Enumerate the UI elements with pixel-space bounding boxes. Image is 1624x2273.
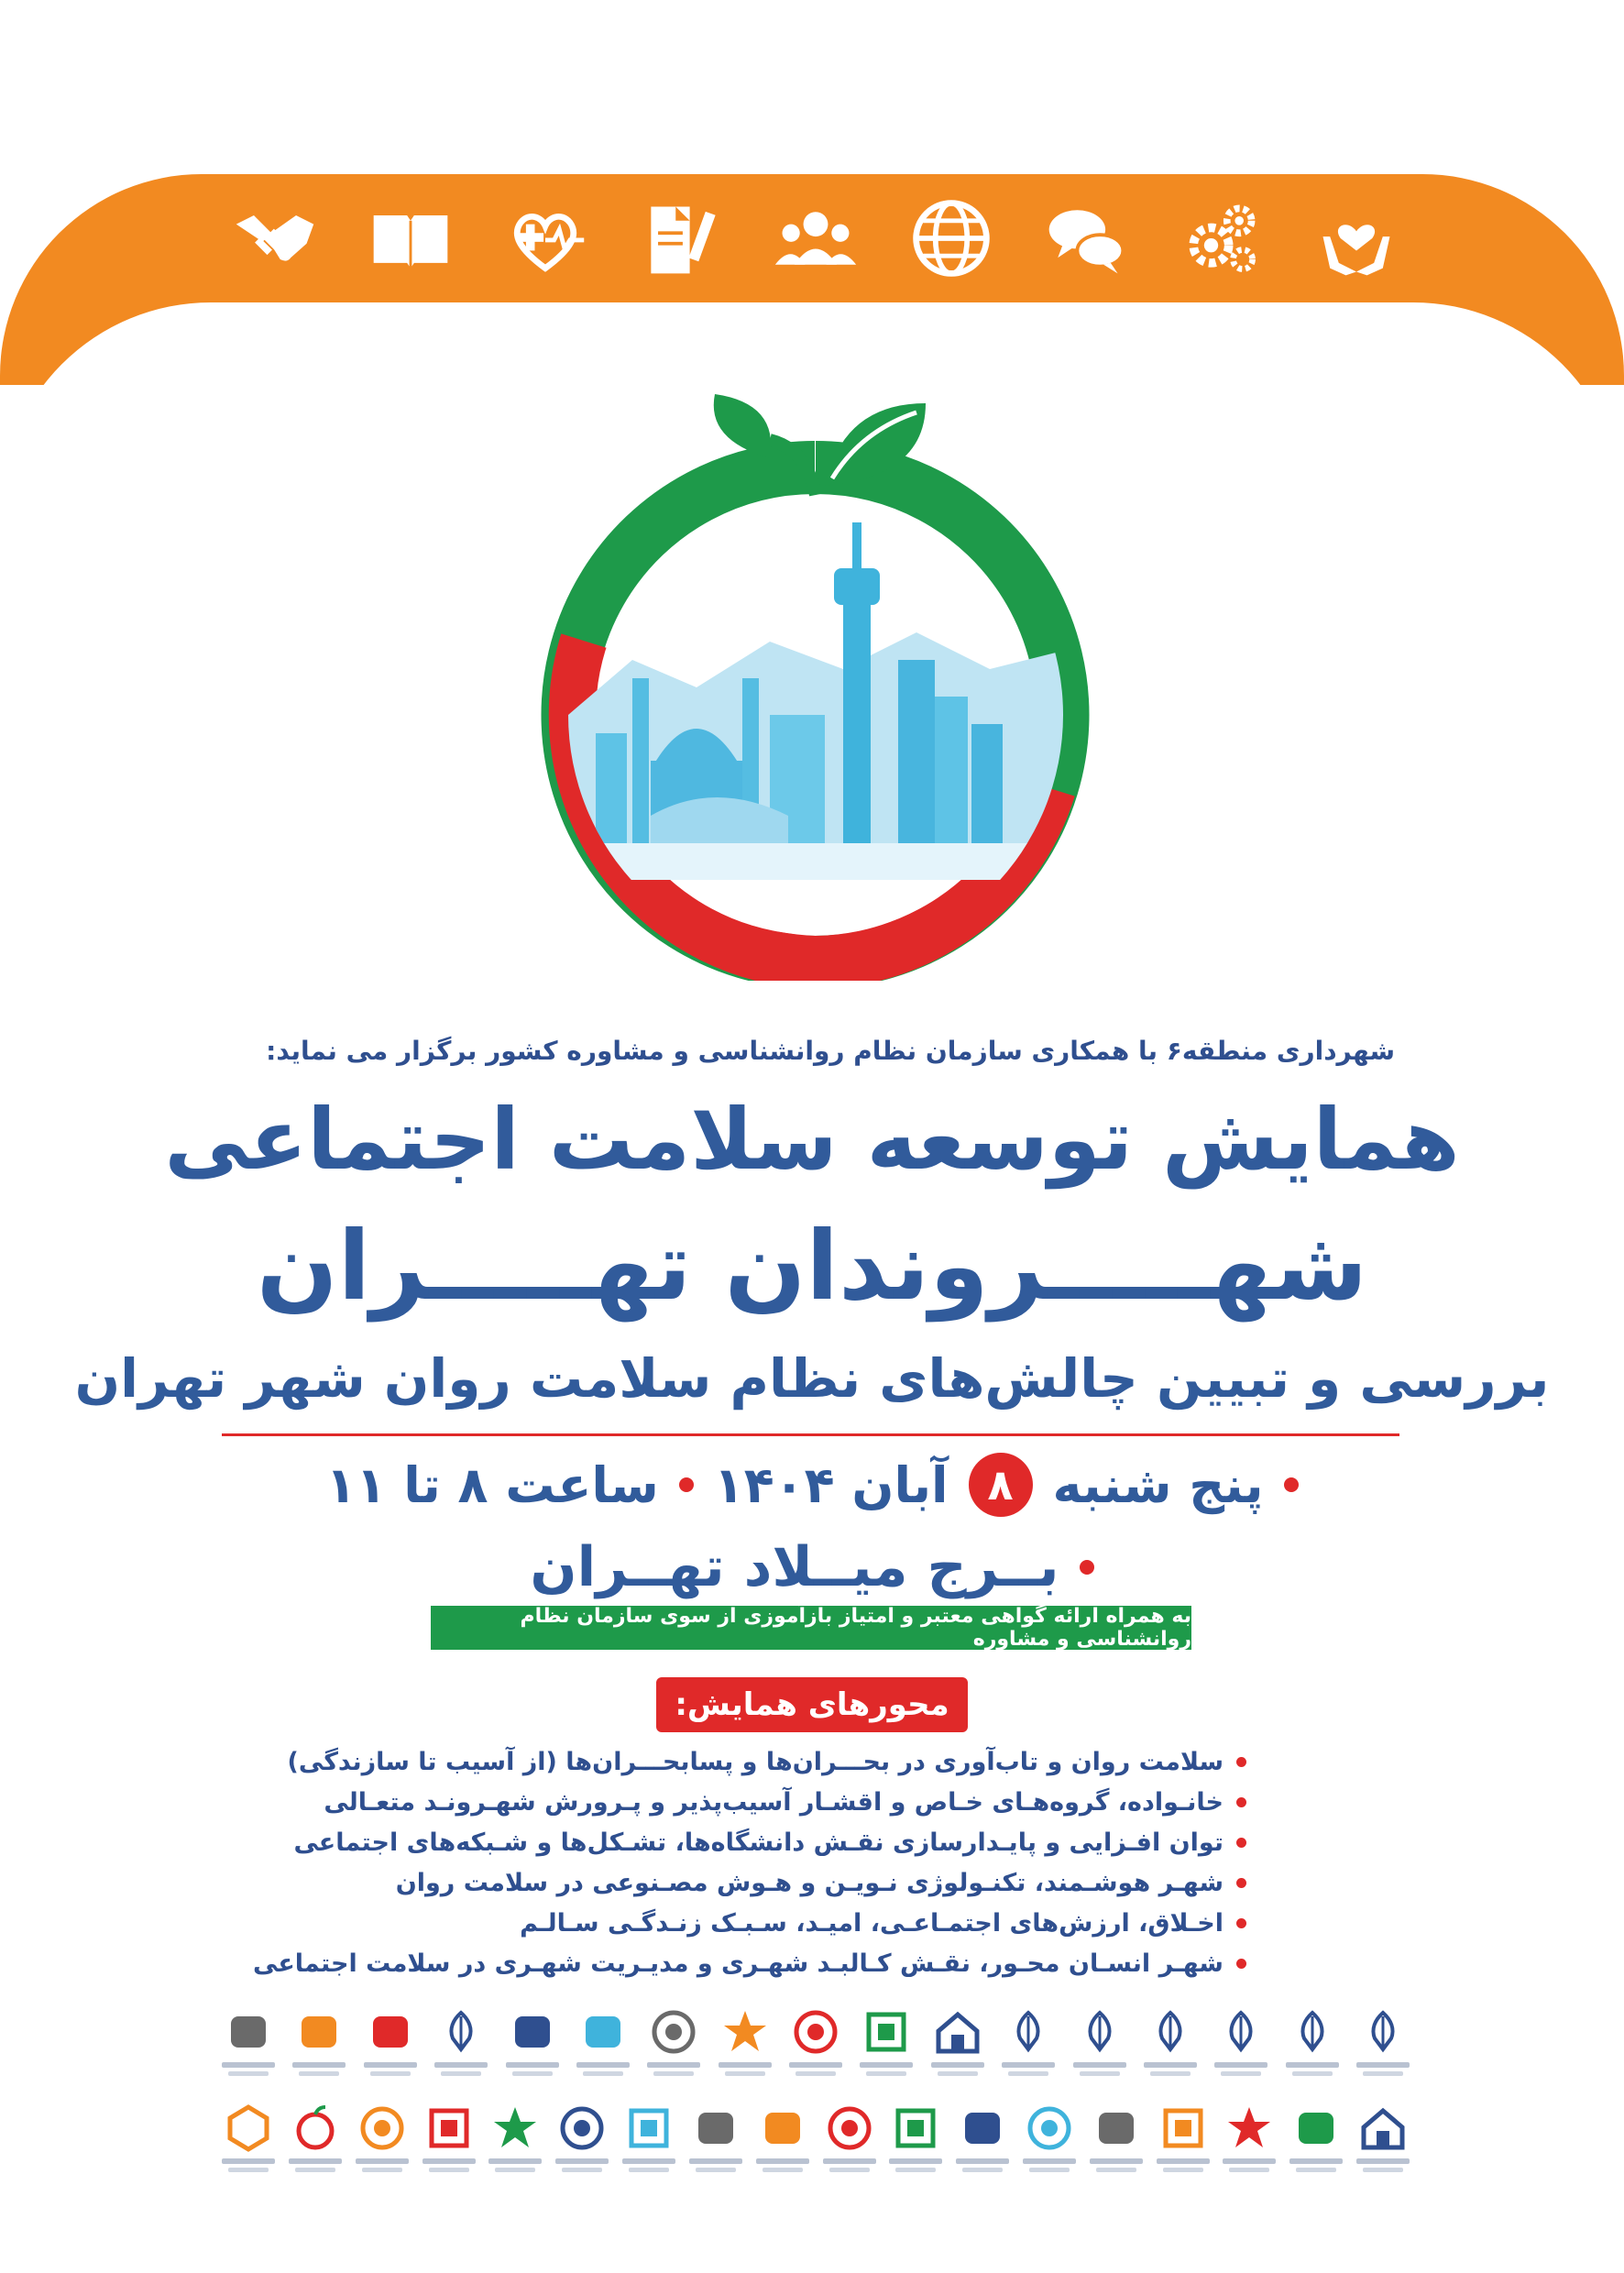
sponsor-caption — [1289, 2158, 1343, 2164]
star-logo-icon — [720, 2007, 770, 2057]
sponsor-caption — [756, 2158, 809, 2164]
title-line-2: شهـــــروندان تهـــــران — [256, 1210, 1368, 1322]
month-year: آبان ۱۴۰۴ — [713, 1455, 949, 1514]
flower-logo-icon — [1291, 2103, 1341, 2153]
leaf-logo-icon — [758, 2103, 807, 2153]
sponsor-logo — [1155, 2103, 1212, 2177]
sponsor-logo — [504, 2007, 561, 2081]
sponsor-caption — [956, 2158, 1009, 2164]
axis-text: سلامت روان و تاب‌آوری در بحـــران‌ها و پسابحـــران‌ها (از آسیب تا سازندگی) — [287, 1747, 1223, 1776]
sponsor-caption — [370, 2071, 411, 2076]
sponsor-caption — [222, 2062, 275, 2068]
sponsor-caption — [1157, 2158, 1210, 2164]
venue: بــرج میــلاد تهــران — [530, 1535, 1059, 1599]
sponsor-logo — [1000, 2007, 1057, 2081]
hexagon-logo-icon — [224, 2103, 273, 2153]
sponsor-caption — [356, 2158, 409, 2164]
round-seal-icon — [791, 2007, 840, 2057]
sponsor-caption — [295, 2168, 335, 2172]
sponsor-logo — [887, 2103, 944, 2177]
sponsor-caption — [1363, 2168, 1403, 2172]
sponsor-caption — [1163, 2168, 1203, 2172]
sponsor-logo — [1021, 2103, 1078, 2177]
date-time-line — [0, 1453, 1624, 1517]
sponsor-logo — [645, 2007, 702, 2081]
axes-heading: محورهای همایش: — [656, 1677, 968, 1732]
sponsor-caption — [1214, 2062, 1267, 2068]
sponsor-caption — [1150, 2071, 1191, 2076]
sponsor-caption — [1221, 2071, 1261, 2076]
document-pen-icon — [635, 192, 727, 284]
sponsor-caption — [1090, 2158, 1143, 2164]
sponsor-logo — [575, 2007, 631, 2081]
axis-text: اخـلاق، ارزش‌های اجتمـاعـی، امیـد، سـبـک زنـدگـی سـالـم — [520, 1908, 1223, 1938]
sponsor-logo — [287, 2103, 344, 2177]
sponsor-caption — [763, 2168, 803, 2172]
sponsor-logo — [1221, 2103, 1278, 2177]
sponsor-logo — [717, 2007, 774, 2081]
axis-text: خانـواده، گروه‌هـای خـاص و اقشـار آسیب‌پذیر و پـرورش شهـرونـد متعـالی — [324, 1787, 1223, 1817]
axis-text: شهـر انسـان محـور، نقـش کـالبـد شهـری و مدیـریت شهـری در سلامت اجتماعی — [253, 1949, 1223, 1978]
sponsor-caption — [1002, 2062, 1055, 2068]
sponsor-logo — [220, 2103, 277, 2177]
sponsor-caption — [495, 2168, 535, 2172]
sponsor-caption — [429, 2168, 469, 2172]
sponsor-logo — [620, 2103, 677, 2177]
emblem-icon — [1004, 2007, 1053, 2057]
emblem-icon — [1075, 2007, 1125, 2057]
list-item — [293, 1822, 1246, 1862]
sponsor-caption — [1356, 2062, 1410, 2068]
sponsor-logo — [1355, 2103, 1411, 2177]
venue-line — [0, 1535, 1624, 1599]
sponsor-caption — [506, 2062, 559, 2068]
sponsor-caption — [583, 2071, 623, 2076]
square-frame-icon — [424, 2103, 474, 2153]
square-seal-icon — [861, 2007, 911, 2057]
open-book-icon — [365, 192, 456, 284]
flag-ribbon-icon — [578, 2007, 628, 2057]
group-icon — [770, 192, 861, 284]
book-logo-icon — [958, 2103, 1007, 2153]
sponsor-caption — [829, 2168, 870, 2172]
sponsor-caption — [1223, 2158, 1276, 2164]
sponsor-caption — [895, 2168, 936, 2172]
emblem-icon — [1216, 2007, 1266, 2057]
square-pattern-icon — [1158, 2103, 1208, 2153]
emblem-icon — [1146, 2007, 1195, 2057]
list-bullet — [1236, 1757, 1246, 1767]
arch-logo-icon — [933, 2007, 982, 2057]
event-time: ساعت ۸ تا ۱۱ — [325, 1455, 659, 1514]
sponsor-caption — [823, 2158, 876, 2164]
sponsor-caption — [1286, 2062, 1339, 2068]
emblem-icon — [1358, 2007, 1408, 2057]
sponsor-caption — [629, 2168, 669, 2172]
emblem-icon — [1288, 2007, 1337, 2057]
sponsor-caption — [364, 2062, 417, 2068]
sponsor-logo — [1213, 2007, 1269, 2081]
sponsor-logo — [754, 2103, 811, 2177]
square-grid-icon — [624, 2103, 674, 2153]
list-bullet — [1236, 1838, 1246, 1848]
sponsor-logo — [1355, 2007, 1411, 2081]
sponsor-caption — [696, 2168, 736, 2172]
sponsor-caption — [1292, 2071, 1333, 2076]
sponsor-logo — [858, 2007, 915, 2081]
chat-bubbles-icon — [1040, 192, 1132, 284]
sponsor-caption — [1023, 2158, 1076, 2164]
gears-icon — [1176, 192, 1267, 284]
heart-hands-icon — [1311, 192, 1402, 284]
list-bullet — [1236, 1959, 1246, 1969]
header-icon-row — [229, 188, 1402, 289]
sponsor-logo — [929, 2007, 986, 2081]
day-name: پنج شنبه — [1052, 1455, 1264, 1514]
sponsor-caption — [1363, 2071, 1403, 2076]
sponsor-caption — [1296, 2168, 1336, 2172]
sponsor-caption — [512, 2071, 553, 2076]
building-logo-icon — [691, 2103, 741, 2153]
sponsor-caption — [1096, 2168, 1136, 2172]
round-stamp-icon — [557, 2103, 607, 2153]
sponsor-caption — [647, 2062, 700, 2068]
round-seal-icon — [1025, 2103, 1074, 2153]
round-seal-icon — [357, 2103, 407, 2153]
sponsor-logo — [687, 2103, 744, 2177]
venue-bullet — [1080, 1560, 1094, 1575]
sponsor-caption — [789, 2062, 842, 2068]
sponsor-caption — [931, 2062, 984, 2068]
round-emblem-icon — [436, 2007, 486, 2057]
sponsor-caption — [422, 2158, 476, 2164]
sponsor-caption — [1356, 2158, 1410, 2164]
sponsor-logo — [1071, 2007, 1128, 2081]
list-item — [367, 1903, 1246, 1943]
sponsor-caption — [889, 2158, 942, 2164]
list-bullet — [1236, 1878, 1246, 1888]
sponsor-logo — [421, 2103, 477, 2177]
sponsor-caption — [962, 2168, 1003, 2172]
time-bullet — [679, 1477, 694, 1492]
sponsor-logo — [487, 2103, 543, 2177]
axis-text: توان افـزایی و پایـدارسازی نقـش دانشگاه‌ها، تشـکل‌ها و شـبکه‌های اجتماعی — [293, 1828, 1223, 1857]
apple-city-logo — [495, 385, 1136, 981]
sponsor-caption — [441, 2071, 481, 2076]
sponsor-caption — [725, 2071, 765, 2076]
organizer-line: شهرداری منطقه۶ با همکاری سازمان نظام روانشناسی و مشاوره کشور برگزار می نماید: — [266, 1036, 1395, 1066]
sponsor-logo — [354, 2103, 411, 2177]
sponsor-logo — [362, 2007, 419, 2081]
square-seal-icon — [891, 2103, 940, 2153]
sponsor-caption — [434, 2062, 488, 2068]
sponsor-logo — [1142, 2007, 1199, 2081]
house-logo-icon — [1358, 2103, 1408, 2153]
sponsor-caption — [362, 2168, 402, 2172]
sponsor-caption — [292, 2062, 346, 2068]
list-item — [253, 1943, 1246, 1983]
sponsor-caption — [488, 2158, 542, 2164]
sponsor-caption — [622, 2158, 675, 2164]
letter-logo-icon — [508, 2007, 557, 2057]
sponsor-caption — [1229, 2168, 1269, 2172]
globe-icon — [905, 192, 997, 284]
swirl-logo-icon — [294, 2007, 344, 2057]
sponsor-logo — [433, 2007, 489, 2081]
sponsor-caption — [562, 2168, 602, 2172]
title-line-1: همایش توسعه سلامت اجتماعی — [164, 1091, 1460, 1189]
sponsor-caption — [653, 2071, 694, 2076]
subtitle: بررسی و تبیین چالش‌های نظام سلامت روان شهر تهران — [74, 1347, 1550, 1410]
health-cross-icon — [499, 192, 591, 284]
sponsor-caption — [1144, 2062, 1197, 2068]
figure-logo-icon — [366, 2007, 415, 2057]
sponsor-caption — [1080, 2071, 1120, 2076]
sponsor-caption — [866, 2071, 906, 2076]
star-pattern-icon — [490, 2103, 540, 2153]
sponsor-caption — [228, 2168, 269, 2172]
sponsor-logo — [1088, 2103, 1145, 2177]
list-item — [367, 1862, 1246, 1903]
sponsor-caption — [689, 2158, 742, 2164]
handshake-icon — [229, 192, 321, 284]
sponsor-logos-row-1 — [220, 2003, 1411, 2085]
circle-logo-icon — [649, 2007, 698, 2057]
list-bullet — [1236, 1797, 1246, 1807]
ribbon-logo-icon — [1092, 2103, 1141, 2153]
list-item — [287, 1741, 1246, 1782]
sponsor-caption — [1029, 2168, 1070, 2172]
sponsor-caption — [576, 2062, 630, 2068]
sponsor-logo — [787, 2007, 844, 2081]
list-item — [324, 1782, 1246, 1822]
sponsor-caption — [222, 2158, 275, 2164]
sponsor-caption — [1008, 2071, 1048, 2076]
certificate-banner: به همراه ارائه گواهی معتبر و امتیاز بازآموزی از سوی سازمان نظام روانشناسی و مشاوره — [431, 1606, 1191, 1650]
axes-list — [253, 1741, 1246, 1983]
sponsor-caption — [555, 2158, 609, 2164]
sponsor-caption — [228, 2071, 269, 2076]
bird-badge-icon — [224, 2007, 273, 2057]
sponsor-logos-row-2 — [220, 2099, 1411, 2181]
round-pattern-icon — [825, 2103, 874, 2153]
date-bullet — [1284, 1477, 1299, 1492]
day-number-badge: ۸ — [969, 1453, 1033, 1517]
list-bullet — [1236, 1918, 1246, 1928]
sponsor-logo — [220, 2007, 277, 2081]
sponsor-logo — [954, 2103, 1011, 2177]
sponsor-logo — [554, 2103, 610, 2177]
sponsor-logo — [291, 2007, 347, 2081]
green-star-icon — [1224, 2103, 1274, 2153]
sponsor-caption — [860, 2062, 913, 2068]
sponsor-caption — [289, 2158, 342, 2164]
sponsor-logo — [1284, 2007, 1341, 2081]
sponsor-logo — [1288, 2103, 1344, 2177]
sponsor-logo — [821, 2103, 878, 2177]
sponsor-caption — [938, 2071, 978, 2076]
apple-logo-icon — [291, 2103, 340, 2153]
sponsor-caption — [299, 2071, 339, 2076]
sponsor-caption — [719, 2062, 772, 2068]
sponsor-caption — [1073, 2062, 1126, 2068]
axis-text: شهـر هوشـمند، تکنـولوژی نـویـن و هـوش مصـنوعی در سلامت روان — [395, 1868, 1223, 1897]
sponsor-caption — [796, 2071, 836, 2076]
divider — [222, 1433, 1399, 1436]
